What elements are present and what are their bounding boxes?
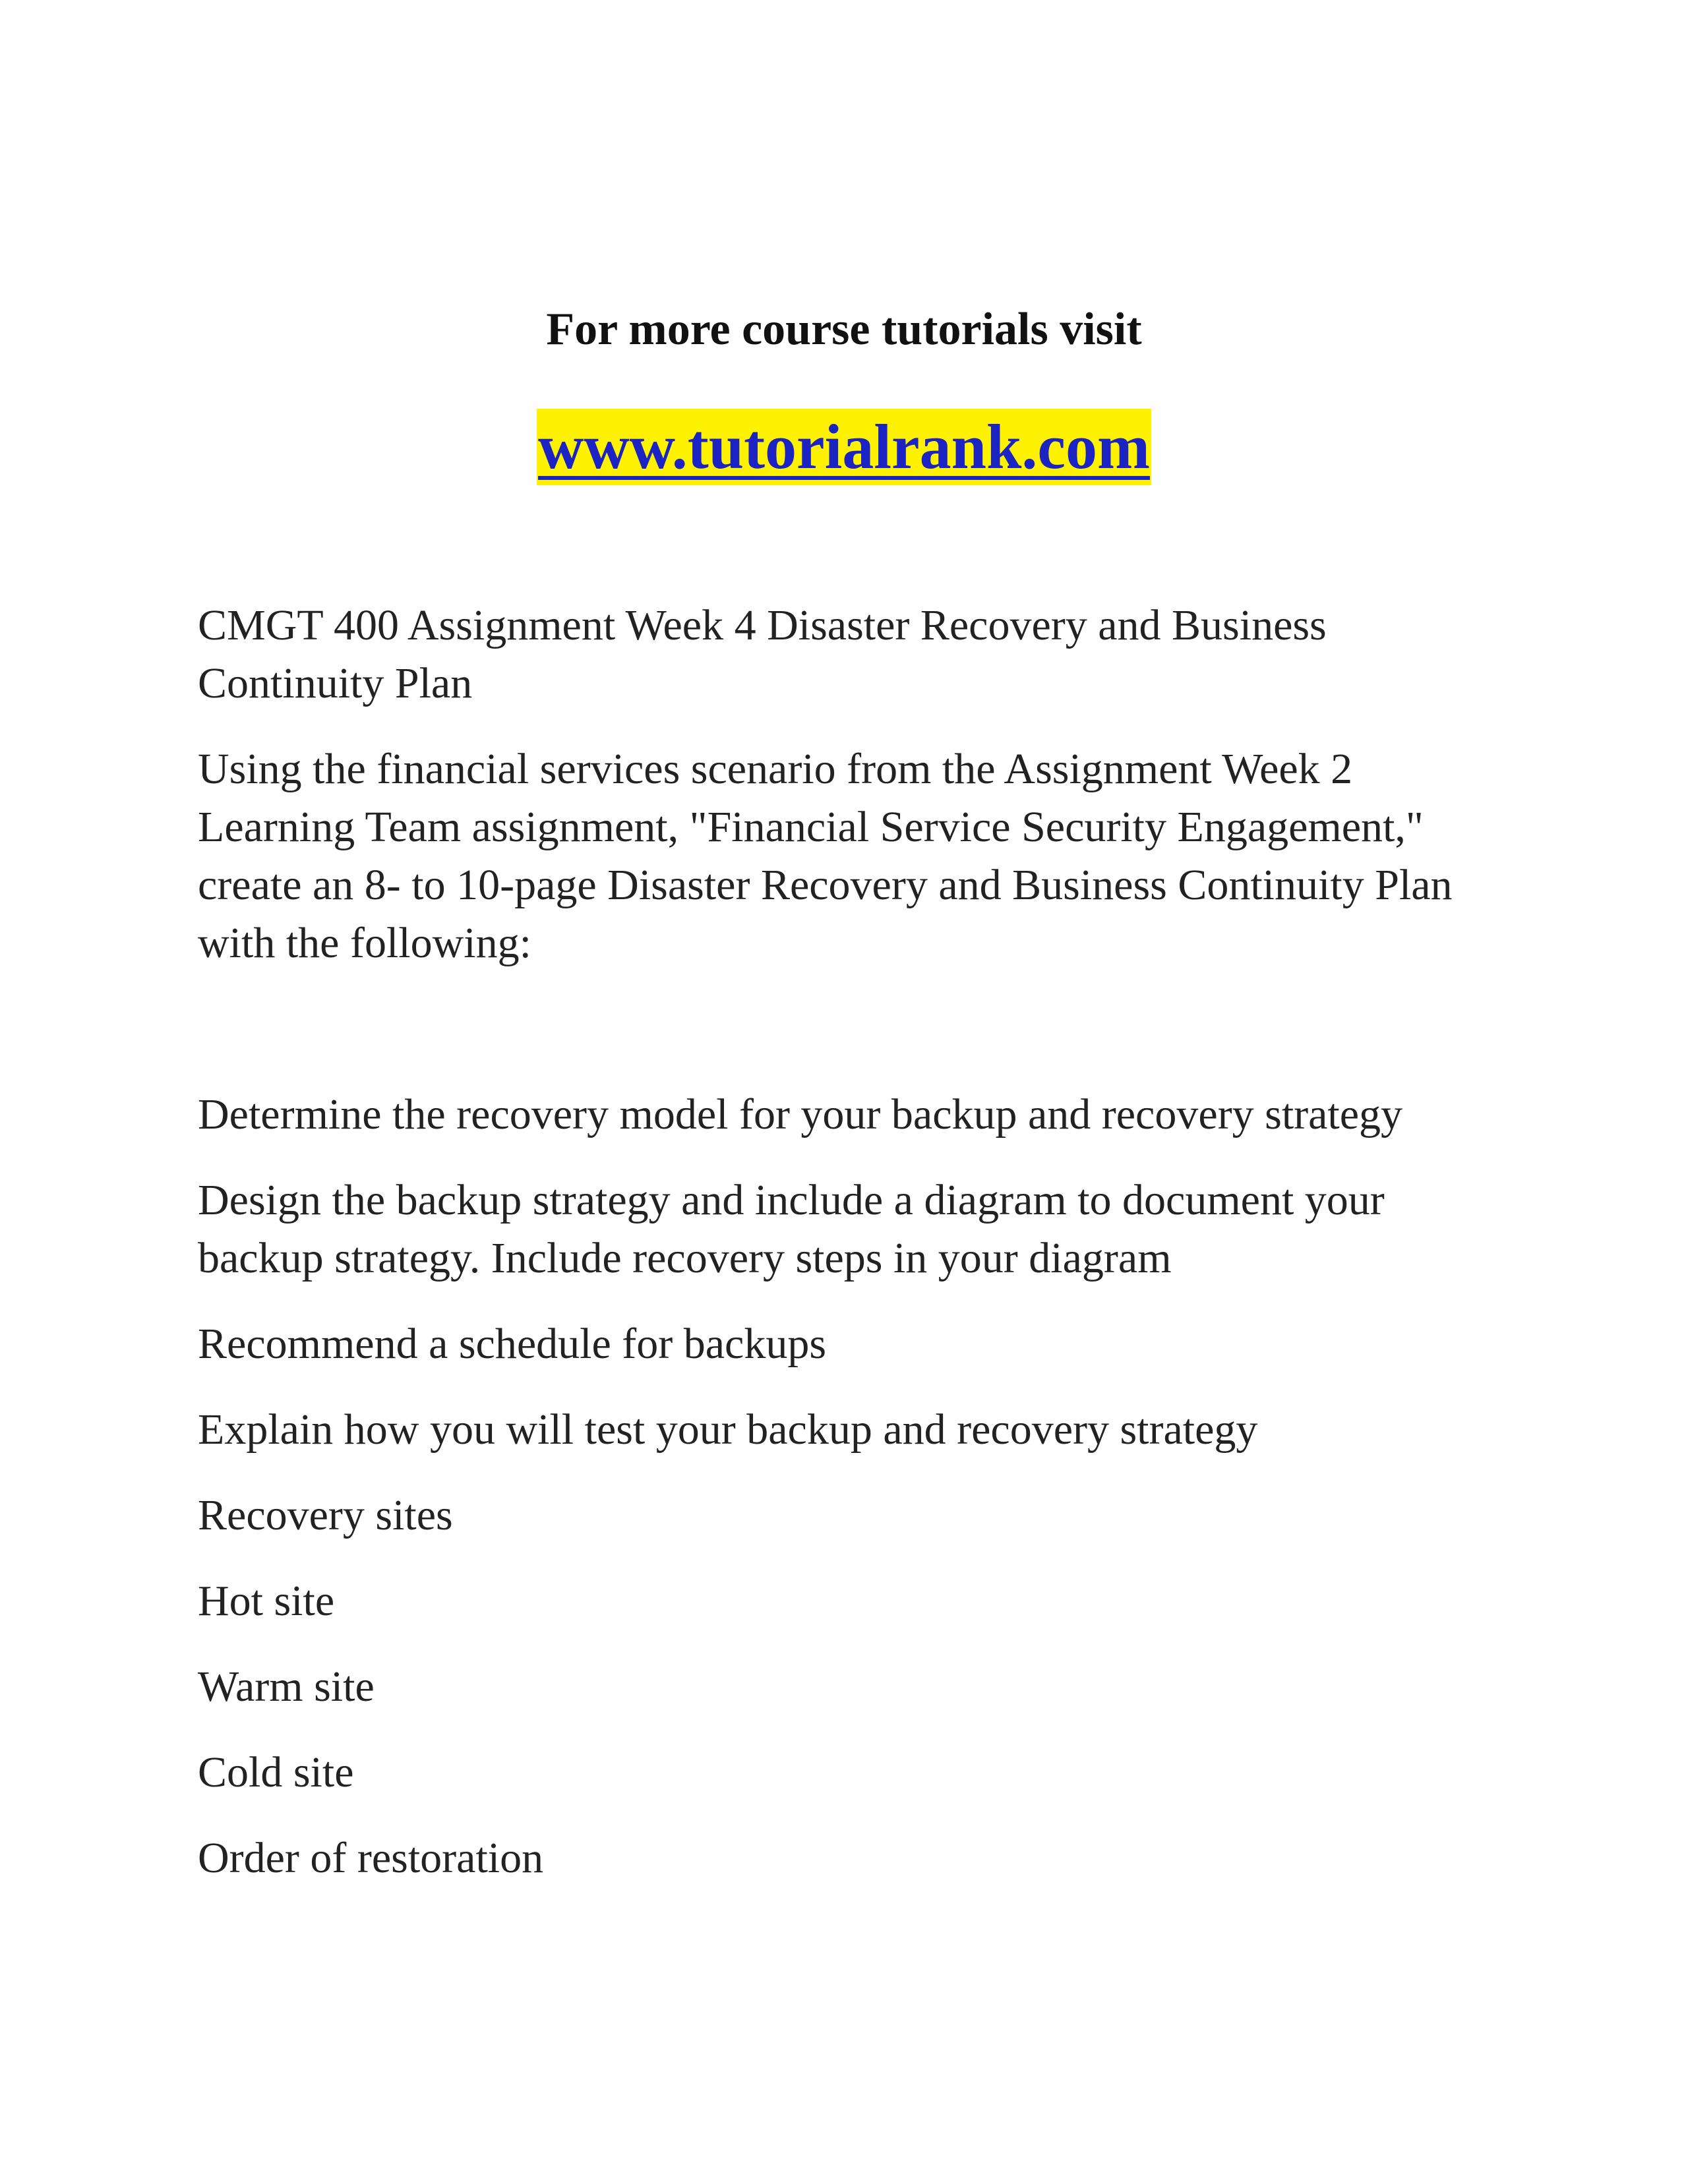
list-item: Hot site: [198, 1577, 335, 1625]
list-item: Design the backup strategy and include a diagram to document your backup strategy. Include recovery steps in your diagram: [198, 1176, 1385, 1282]
visit-heading: For more course tutorials visit: [546, 304, 1142, 355]
assignment-intro: Using the financial services scenario from the Assignment Week 2 Learning Team assignment, "Financial Service Security Engagement," create an 8- to 10-page Disaster Recovery and Business Continuity Plan with the following:: [198, 745, 1453, 967]
link-wrapper: [0, 409, 1688, 485]
list-item: Determine the recovery model for your backup and recovery strategy: [198, 1090, 1403, 1138]
list-item: Order of restoration: [198, 1834, 544, 1882]
list-item: Recovery sites: [198, 1491, 453, 1539]
list-item: Recommend a schedule for backups: [198, 1320, 827, 1368]
section-spacer: [198, 1000, 1517, 1086]
list-item: Warm site: [198, 1663, 375, 1711]
header-block: [0, 297, 1688, 485]
tutorialrank-link[interactable]: www.tutorialrank.com: [537, 409, 1151, 485]
assignment-title: CMGT 400 Assignment Week 4 Disaster Recovery and Business Continuity Plan: [198, 601, 1327, 707]
document-body: [198, 597, 1517, 1915]
list-item: Cold site: [198, 1748, 354, 1796]
list-item: Explain how you will test your backup and recovery strategy: [198, 1405, 1258, 1454]
